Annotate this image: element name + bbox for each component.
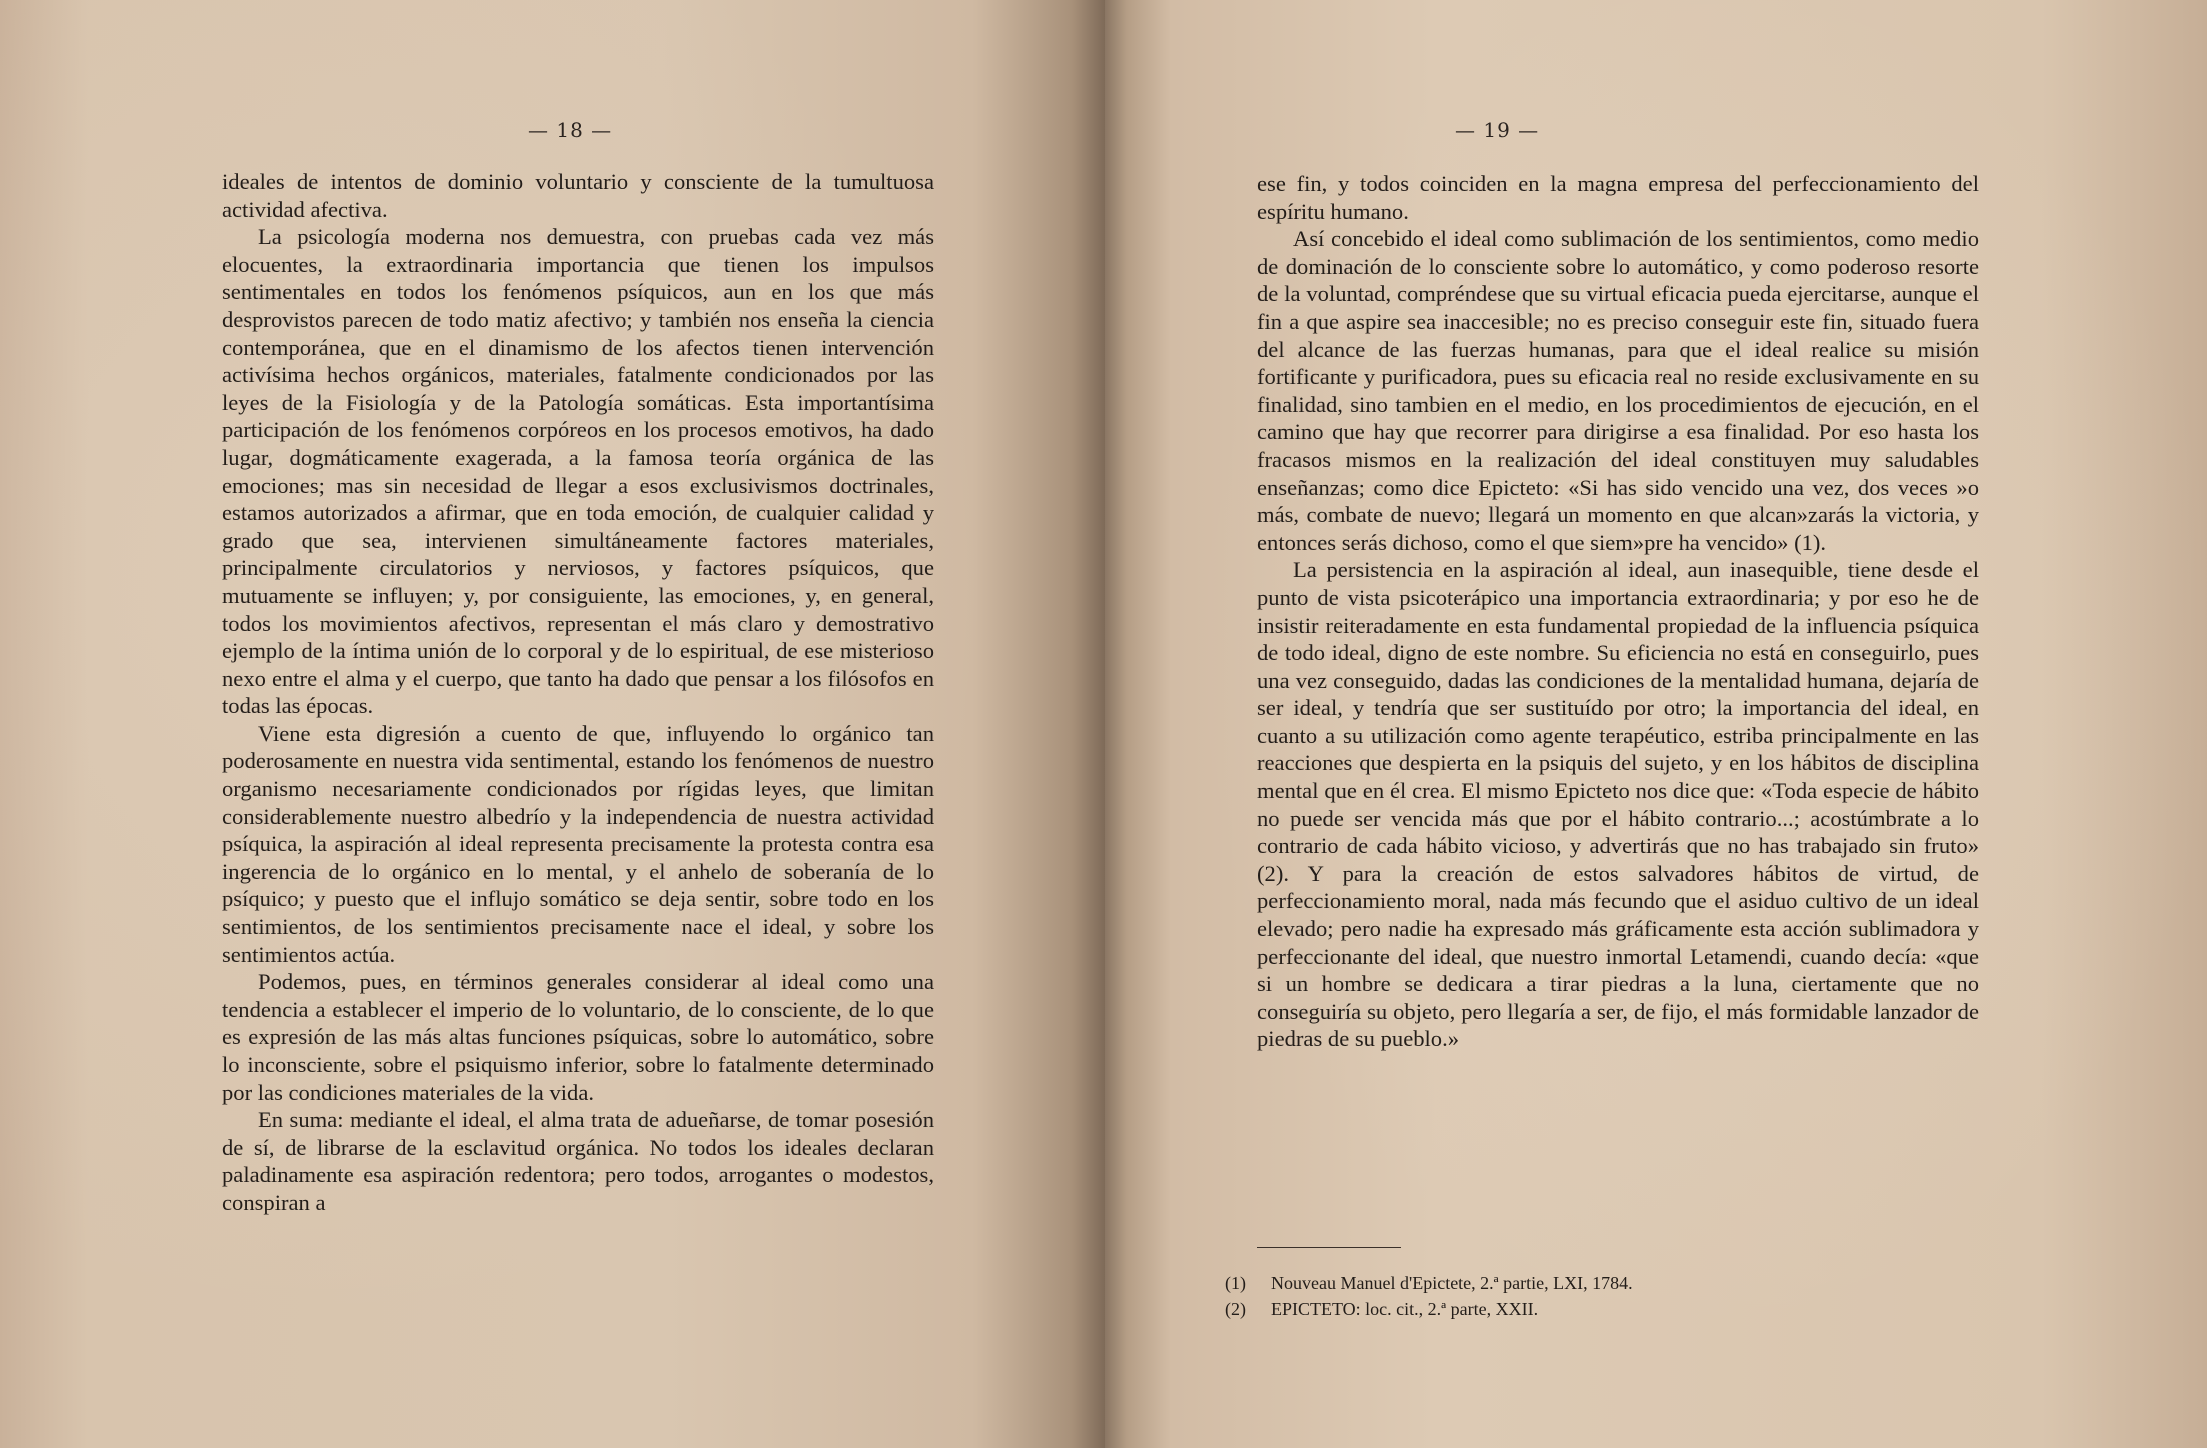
footnote-2-number: (2): [1225, 1299, 1246, 1319]
page-number-19: — 19 —: [1455, 118, 1540, 142]
left-paragraph-3: Viene esta digresión a cuento de que, influyendo lo orgánico tan poderosamente en nuestra vida sentimental, estando los fenómenos de nuestro organismo necesariamente condicionados por rígidas leyes, que limitan considerablemente nuestro albedrío y la independencia de nuestra actividad psíquica, la aspiración al ideal representa precisamente la protesta contra esa ingerencia de lo orgánico en lo mental, y el anhelo de soberanía de lo psíquico; y puesto que el influjo somático se deja sentir, sobre todo en los sentimientos, de los sentimientos precisamente nace el ideal, y sobre los sentimientos actúa.: [222, 720, 934, 967]
right-page: [1105, 0, 2207, 1448]
footnote-2: [1225, 1296, 1945, 1322]
page-number-18: — 18 —: [528, 118, 613, 142]
left-page-body: [222, 168, 934, 1217]
footnote-rule: [1257, 1247, 1401, 1248]
left-paragraph-5: En suma: mediante el ideal, el alma trata de adueñarse, de tomar posesión de sí, de librarse de la esclavitud orgánica. No todos los ideales declaran paladinamente esa aspiración redentora; pero todos, arrogantes o modestos, conspiran a: [222, 1107, 934, 1215]
footnotes: [1225, 1270, 1945, 1322]
right-paragraph-3: La persistencia en la aspiración al ideal, aun inasequible, tiene desde el punto de vista psicoterápico una importancia extraordinaria; y por eso he de insistir reiteradamente en esta fundamental propiedad de la influencia psíquica de todo ideal, digno de este nombre. Su eficiencia no está en conseguirlo, pues una vez conseguido, dadas las condiciones de la mentalidad humana, dejaría de ser ideal, y tendría que ser sustituído por otro; la importancia del ideal, en cuanto a su utilización como agente terapéutico, estriba principalmente en las reacciones que despierta en la psiquis del sujeto, y en los hábitos de disciplina mental que en él crea. El mismo Epicteto nos dice que: «Toda especie de hábito no puede ser vencida más que por el hábito contrario...; acostúmbrate a lo contrario de cada hábito vicioso, y advertirás que no has trabajado sin fruto» (2). Y para la creación de estos salvadores hábitos de virtud, de perfeccionamiento moral, nada más fecundo que el asiduo cultivo de un ideal elevado; pero nadie ha expresado más gráficamente esta acción sublimadora y perfeccionante del ideal, que nuestro inmortal Letamendi, cuando decía: «que si un hombre se dedicara a tirar piedras a la luna, ciertamente que no conseguiría su objeto, pero llegaría a ser, de fijo, el más formidable lanzador de piedras de su pueblo.»: [1257, 557, 1979, 1052]
footnote-1: [1225, 1270, 1945, 1296]
right-paragraph-2: Así concebido el ideal como sublimación de los sentimientos, como medio de dominación de lo consciente sobre lo automático, y como poderoso resorte de la voluntad, compréndese que su virtual eficacia pueda ejercitarse, aunque el fin a que aspire sea inaccesible; no es preciso conseguir este fin, situado fuera del alcance de las fuerzas humanas, para que el ideal realice su misión fortificante y purificadora, pues su eficacia real no reside exclusivamente en su finalidad, sino tambien en el medio, en los procedimientos de ejecución, en el camino que hay que recorrer para dirigirse a esa finalidad. Por eso hasta los fracasos mismos en la realización del ideal constituyen muy saludables enseñanzas; como dice Epicteto: «Si has sido vencido una vez, dos veces »o más, combate de nuevo; llegará un momento en que alcan»zarás la victoria, y entonces serás dichoso, como el que siem»pre ha vencido» (1).: [1257, 226, 1979, 555]
left-paragraph-2: La psicología moderna nos demuestra, con pruebas cada vez más elocuentes, la extraordinaria importancia que tienen los impulsos sentimentales en todos los fenómenos psíquicos, aun en los que más desprovistos parecen de todo matiz afectivo; y también nos enseña la ciencia contemporánea, que en el dinamismo de los afectos tienen intervención activísima hechos orgánicos, materiales, fatalmente condicionados por las leyes de la Fisiología y de la Patología somáticas. Esta importantísima participación de los fenómenos corpóreos en los procesos emotivos, ha dado lugar, dogmáticamente exagerada, a la famosa teoría orgánica de las emociones; mas sin necesidad de llegar a esos exclusivismos doctrinales, estamos autorizados a afirmar, que en toda emoción, de cualquier calidad y grado que sea, intervienen simultáneamente factores materiales, principalmente circulatorios y nerviosos, y factores psíquicos, que mutuamente se influyen; y, por consiguiente, las emociones, y, en general, todos los movimientos afectivos, representan el más claro y demostrativo ejemplo de la íntima unión de lo corporal y de lo espiritual, de ese misterioso nexo entre el alma y el cuerpo, que tanto ha dado que pensar a los filósofos en todas las épocas.: [222, 224, 934, 719]
footnote-1-number: (1): [1225, 1273, 1246, 1293]
left-paragraph-4: Podemos, pues, en términos generales considerar al ideal como una tendencia a establecer el imperio de lo voluntario, de lo consciente, de lo que es expresión de las más altas funciones psíquicas, sobre lo automático, sobre lo inconsciente, sobre el psiquismo inferior, sobre lo fatalmente determinado por las condiciones materiales de la vida.: [222, 969, 934, 1105]
right-page-body: [1257, 170, 1979, 1053]
footnote-1-text: Nouveau Manuel d'Epictete, 2.ª partie, LXI, 1784.: [1271, 1273, 1633, 1293]
footnote-2-text: EPICTETO: loc. cit., 2.ª parte, XXII.: [1271, 1299, 1539, 1319]
left-paragraph-1: ideales de intentos de dominio voluntario y consciente de la tumultuosa actividad afectiva.: [222, 169, 934, 222]
right-paragraph-1: ese fin, y todos coinciden en la magna empresa del perfeccionamiento del espíritu humano.: [1257, 171, 1979, 224]
